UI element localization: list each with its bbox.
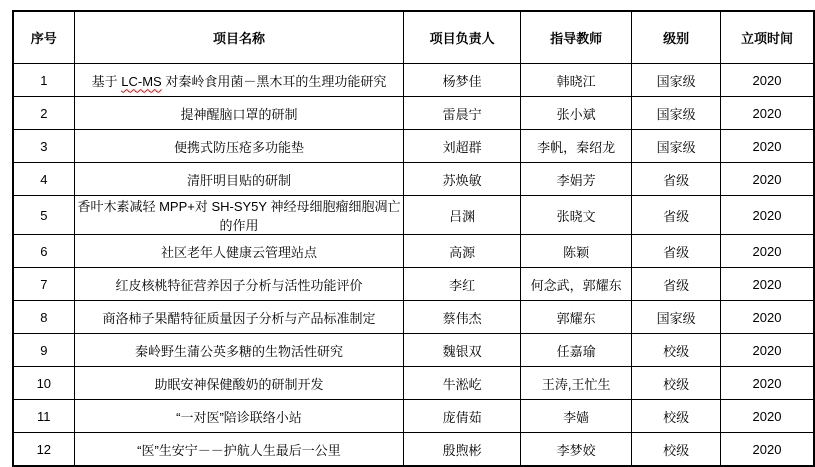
cell-index: 12 <box>13 433 74 467</box>
cell-level: 国家级 <box>632 64 721 97</box>
cell-year: 2020 <box>720 367 814 400</box>
cell-index: 8 <box>13 301 74 334</box>
cell-level: 校级 <box>632 334 721 367</box>
cell-level: 省级 <box>632 163 721 196</box>
cell-index: 3 <box>13 130 74 163</box>
cell-name: 便携式防压疮多功能垫 <box>74 130 404 163</box>
cell-name <box>74 64 404 97</box>
cell-index: 1 <box>13 64 74 97</box>
project-name-text: 基于 <box>91 73 122 89</box>
cell-leader: 殷煦彬 <box>404 433 521 467</box>
cell-teacher: 张晓文 <box>521 196 632 235</box>
cell-leader: 吕渊 <box>404 196 521 235</box>
cell-level: 校级 <box>632 433 721 467</box>
cell-year: 2020 <box>720 130 814 163</box>
cell-leader: 雷晨宁 <box>404 97 521 130</box>
table-row <box>13 301 814 334</box>
column-header-year: 立项时间 <box>720 11 814 64</box>
header-row <box>13 11 814 64</box>
cell-name: 商洛柿子果醋特征质量因子分析与产品标准制定 <box>74 301 404 334</box>
cell-leader: 庞倩茹 <box>404 400 521 433</box>
column-header-name: 项目名称 <box>74 11 404 64</box>
projects-table <box>12 10 815 467</box>
cell-leader: 刘超群 <box>404 130 521 163</box>
spellcheck-underlined-text: LC-MS <box>121 73 162 89</box>
cell-year: 2020 <box>720 400 814 433</box>
cell-level: 国家级 <box>632 301 721 334</box>
cell-name: 香叶木素减轻 MPP+对 SH-SY5Y 神经母细胞瘤细胞凋亡的作用 <box>74 196 404 235</box>
cell-year: 2020 <box>720 301 814 334</box>
cell-name: “医”生安宁－－护航人生最后一公里 <box>74 433 404 467</box>
cell-name: 清肝明目贴的研制 <box>74 163 404 196</box>
cell-year: 2020 <box>720 196 814 235</box>
cell-year: 2020 <box>720 268 814 301</box>
cell-year: 2020 <box>720 235 814 268</box>
cell-name: 秦岭野生蒲公英多糖的生物活性研究 <box>74 334 404 367</box>
table-row <box>13 334 814 367</box>
table-header <box>13 11 814 64</box>
cell-index: 7 <box>13 268 74 301</box>
cell-teacher: 王涛,王忙生 <box>521 367 632 400</box>
cell-leader: 蔡伟杰 <box>404 301 521 334</box>
table-row <box>13 235 814 268</box>
cell-leader: 牛淞屹 <box>404 367 521 400</box>
cell-teacher: 李娟芳 <box>521 163 632 196</box>
cell-year: 2020 <box>720 433 814 467</box>
column-header-leader: 项目负责人 <box>404 11 521 64</box>
cell-teacher: 陈颖 <box>521 235 632 268</box>
table-row <box>13 268 814 301</box>
cell-teacher: 张小斌 <box>521 97 632 130</box>
cell-leader: 魏银双 <box>404 334 521 367</box>
cell-teacher: 李帆，秦绍龙 <box>521 130 632 163</box>
column-header-index: 序号 <box>13 11 74 64</box>
table-row <box>13 163 814 196</box>
table-row <box>13 196 814 235</box>
cell-leader: 李红 <box>404 268 521 301</box>
cell-name: “一对医”陪诊联络小站 <box>74 400 404 433</box>
cell-level: 省级 <box>632 196 721 235</box>
cell-level: 国家级 <box>632 97 721 130</box>
cell-year: 2020 <box>720 163 814 196</box>
cell-teacher: 韩晓江 <box>521 64 632 97</box>
cell-level: 省级 <box>632 268 721 301</box>
table-row <box>13 400 814 433</box>
table-body <box>13 64 814 467</box>
cell-index: 10 <box>13 367 74 400</box>
cell-index: 6 <box>13 235 74 268</box>
cell-year: 2020 <box>720 97 814 130</box>
table-row <box>13 130 814 163</box>
cell-name: 红皮核桃特征营养因子分析与活性功能评价 <box>74 268 404 301</box>
cell-name: 提神醒脑口罩的研制 <box>74 97 404 130</box>
project-name-text: 对秦岭食用菌－黑木耳的生理功能研究 <box>161 73 387 89</box>
cell-level: 校级 <box>632 400 721 433</box>
table-row <box>13 97 814 130</box>
cell-leader: 苏焕敏 <box>404 163 521 196</box>
cell-year: 2020 <box>720 334 814 367</box>
cell-leader: 杨梦佳 <box>404 64 521 97</box>
cell-teacher: 李嫱 <box>521 400 632 433</box>
cell-teacher: 李梦姣 <box>521 433 632 467</box>
cell-index: 5 <box>13 196 74 235</box>
cell-year: 2020 <box>720 64 814 97</box>
table-row <box>13 433 814 467</box>
cell-index: 11 <box>13 400 74 433</box>
cell-index: 2 <box>13 97 74 130</box>
cell-leader: 高源 <box>404 235 521 268</box>
cell-level: 省级 <box>632 235 721 268</box>
table-row <box>13 367 814 400</box>
cell-index: 4 <box>13 163 74 196</box>
column-header-level: 级别 <box>632 11 721 64</box>
cell-name: 助眠安神保健酸奶的研制开发 <box>74 367 404 400</box>
cell-index: 9 <box>13 334 74 367</box>
cell-level: 校级 <box>632 367 721 400</box>
cell-teacher: 郭耀东 <box>521 301 632 334</box>
column-header-teacher: 指导教师 <box>521 11 632 64</box>
cell-name: 社区老年人健康云管理站点 <box>74 235 404 268</box>
table-row <box>13 64 814 97</box>
cell-level: 国家级 <box>632 130 721 163</box>
cell-teacher: 任嘉瑜 <box>521 334 632 367</box>
cell-teacher: 何念武，郭耀东 <box>521 268 632 301</box>
